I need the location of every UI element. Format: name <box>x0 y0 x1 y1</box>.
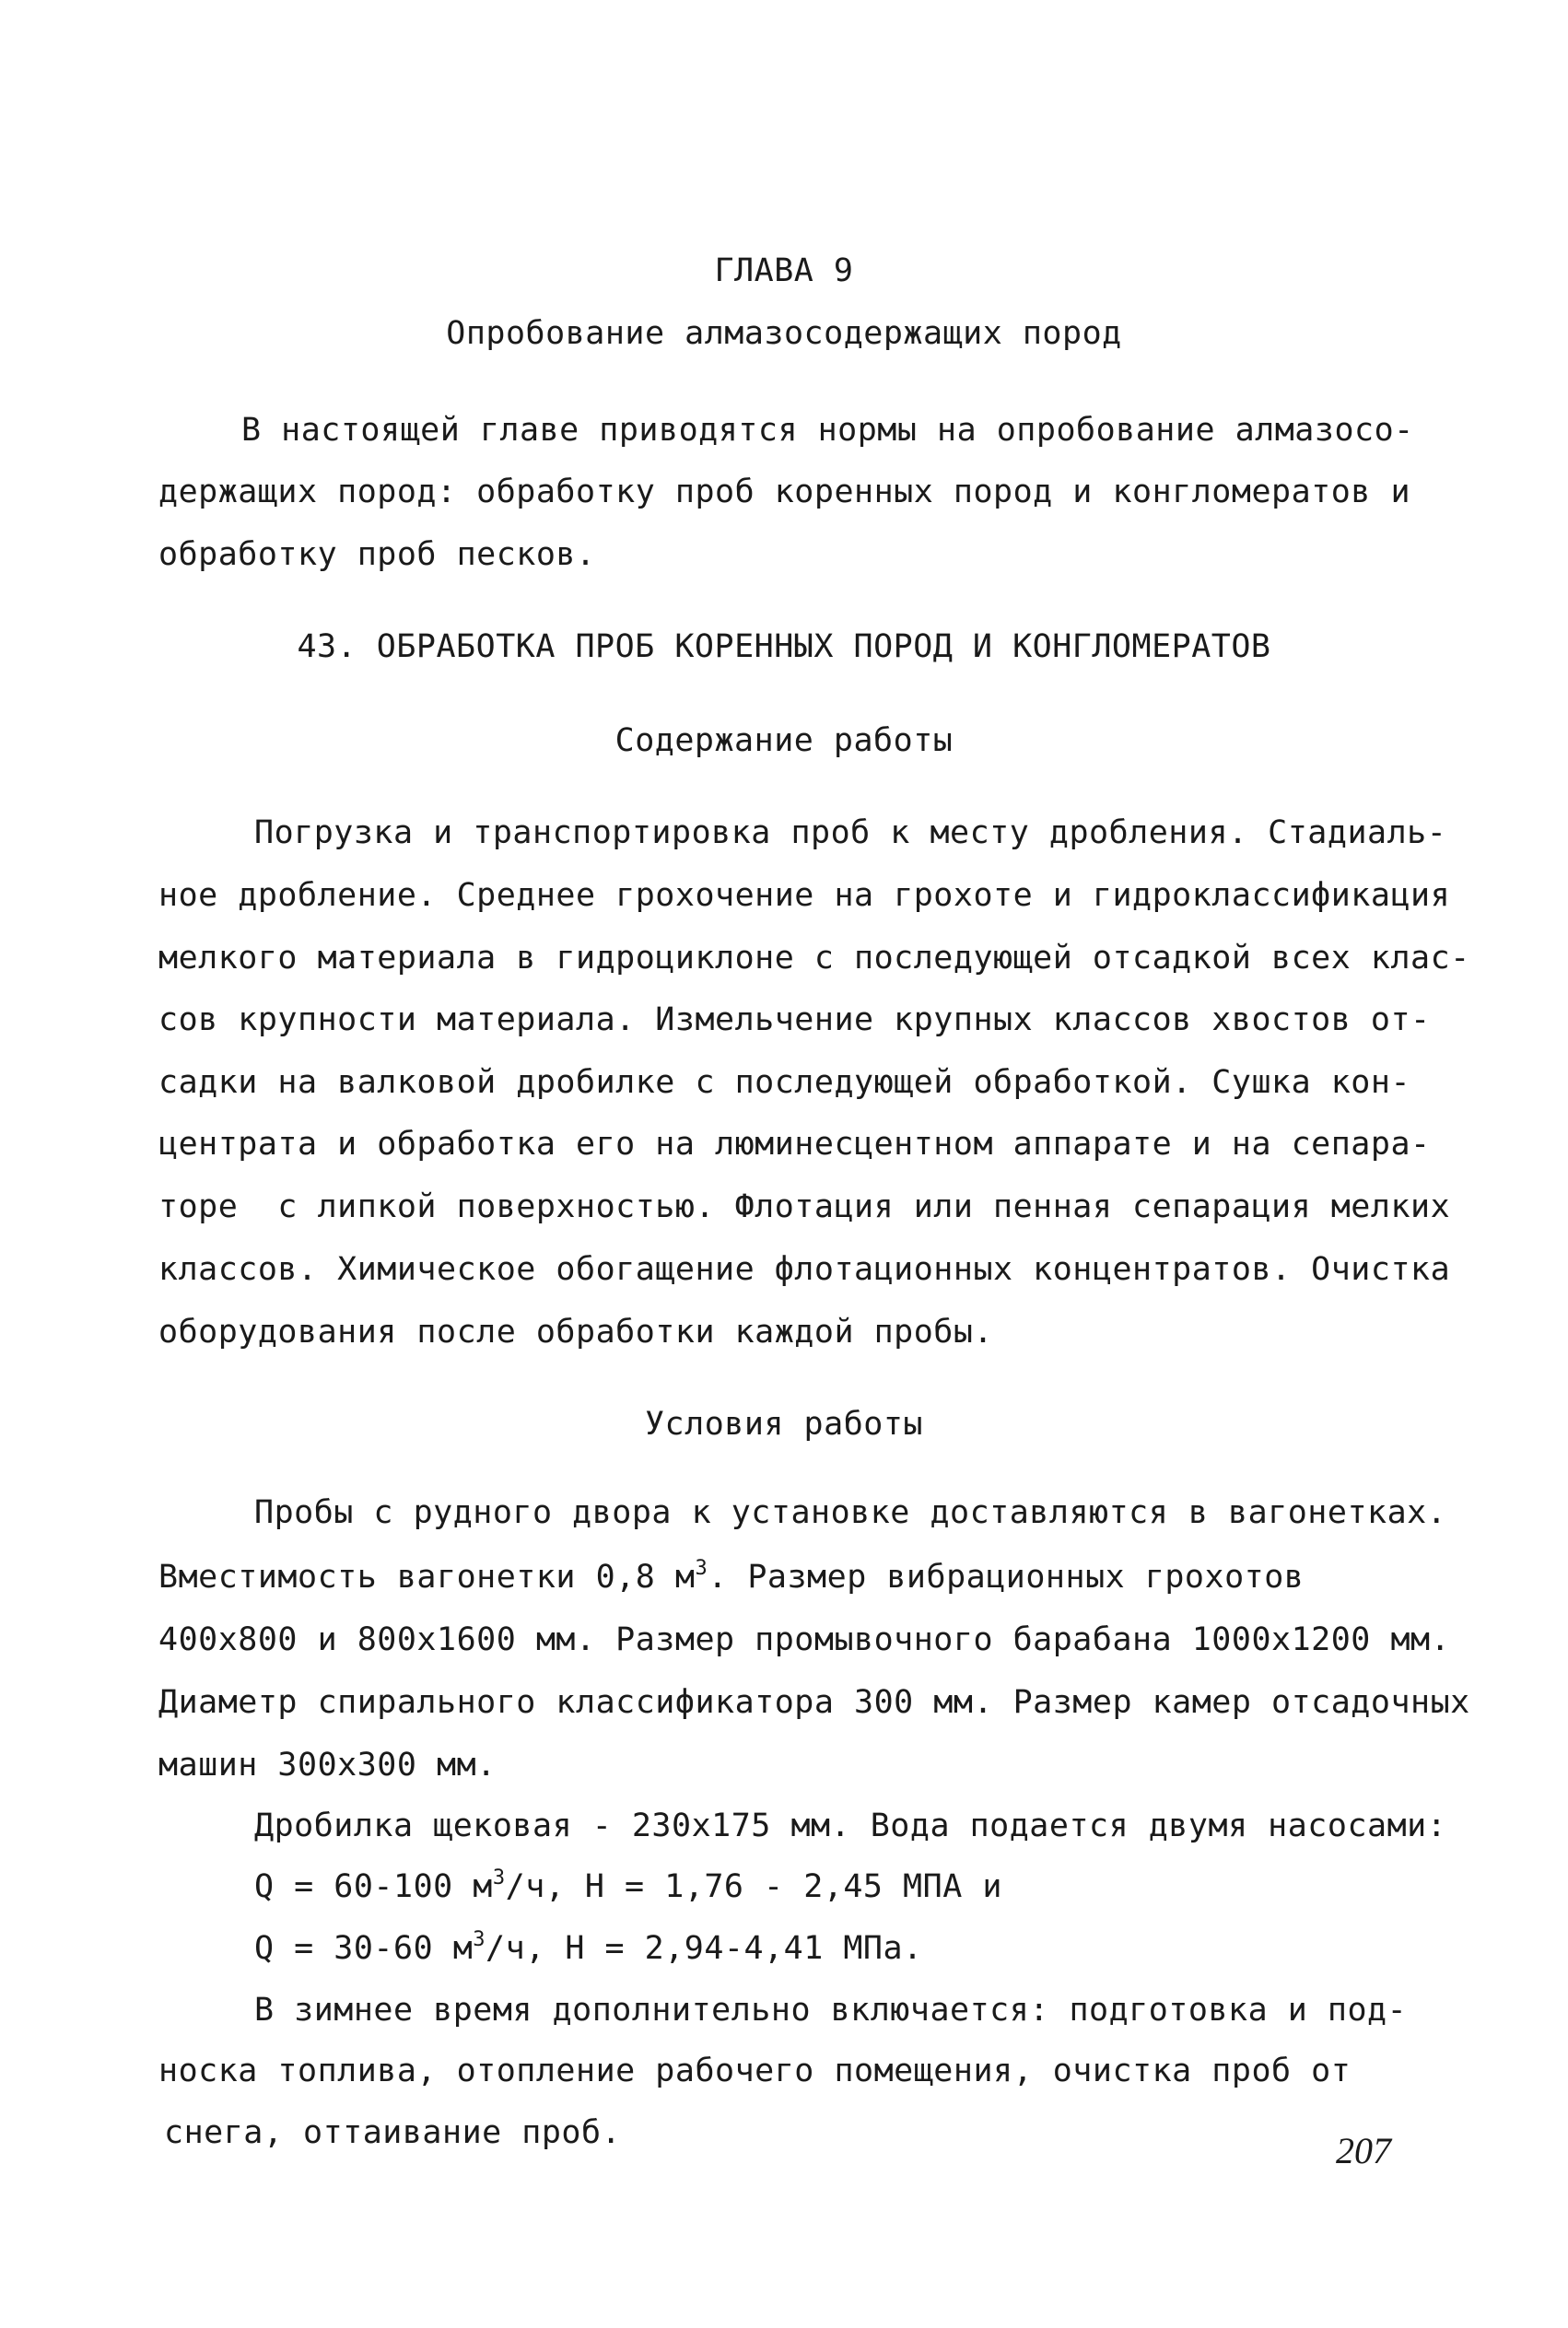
pump-formula-2-superscript: 3 <box>473 1928 486 1951</box>
content-line-8: классов. Химическое обогащение флотационных концентратов. Очистка <box>158 1251 1451 1288</box>
intro-line-1: В настоящей главе приводятся нормы на опробование алмазосо- <box>241 412 1414 449</box>
intro-line-3: обработку проб песков. <box>158 536 596 573</box>
conditions-line-3: 400х800 и 800х1600 мм. Размер промывочного барабана 1000х1200 мм. <box>158 1621 1451 1658</box>
conditions-line-1: Пробы с рудного двора к установке доставляются в вагонетках. <box>254 1494 1447 1531</box>
content-line-3: мелкого материала в гидроциклоне с последующей отсадкой всех клас- <box>158 940 1470 977</box>
chapter-title: Опробование алмазосодержащих пород <box>446 315 1122 352</box>
conditions-line-4: Диаметр спирального классификатора 300 мм. Размер камер отсадочных <box>158 1684 1470 1721</box>
content-line-4: сов крупности материала. Измельчение крупных классов хвостов от- <box>158 1001 1431 1038</box>
pump-formula-2-end: /ч, Н = 2,94-4,41 МПа. <box>486 1930 923 1967</box>
pump-formula-1-start: Q = 60-100 м <box>254 1868 493 1905</box>
content-line-6: центрата и обработка его на люминесцентном аппарате и на сепара- <box>158 1126 1431 1163</box>
cubic-superscript: 3 <box>695 1557 708 1580</box>
crusher-line: Дробилка щековая - 230х175 мм. Вода подается двумя насосами: <box>254 1807 1447 1844</box>
winter-line-3: снега, оттаивание проб. <box>164 2114 622 2151</box>
pump-formula-1 <box>254 1866 1002 1907</box>
winter-line-2: носка топлива, отопление рабочего помещения, очистка проб от <box>158 2053 1352 2089</box>
conditions-line-2 <box>158 1557 1411 1597</box>
content-line-1: Погрузка и транспортировка проб к месту дробления. Стадиаль- <box>254 814 1447 851</box>
content-subheading: Содержание работы <box>614 722 954 759</box>
intro-line-2: держащих пород: обработку проб коренных пород и конгломератов и <box>158 474 1411 510</box>
content-line-2: ное дробление. Среднее грохочение на грохоте и гидроклассификация <box>158 877 1451 914</box>
pump-formula-2 <box>254 1928 923 1969</box>
content-line-9: оборудования после обработки каждой пробы. <box>158 1314 994 1351</box>
page-number: 207 <box>1336 2130 1391 2171</box>
section-heading: 43. ОБРАБОТКА ПРОБ КОРЕННЫХ ПОРОД И КОНГЛОМЕРАТОВ <box>297 628 1271 665</box>
pump-formula-1-superscript: 3 <box>492 1866 506 1889</box>
conditions-line-5: машин 300х300 мм. <box>158 1747 497 1784</box>
conditions-subheading: Условия работы <box>644 1406 923 1443</box>
pump-formula-2-start: Q = 30-60 м <box>254 1930 474 1967</box>
conditions-line-2-text: Вместимость вагонетки 0,8 м <box>158 1559 696 1596</box>
pump-formula-1-end: /ч, Н = 1,76 - 2,45 МПА и <box>505 1868 1002 1905</box>
winter-line-1: В зимнее время дополнительно включается: подготовка и под- <box>254 1992 1408 2029</box>
conditions-line-2-rest: . Размер вибрационных грохотов <box>708 1559 1305 1596</box>
chapter-number: ГЛАВА 9 <box>714 252 854 289</box>
content-line-5: садки на валковой дробилке с последующей обработкой. Сушка кон- <box>158 1064 1411 1101</box>
content-line-7: торе с липкой поверхностью. Флотация или пенная сепарация мелких <box>158 1188 1451 1225</box>
